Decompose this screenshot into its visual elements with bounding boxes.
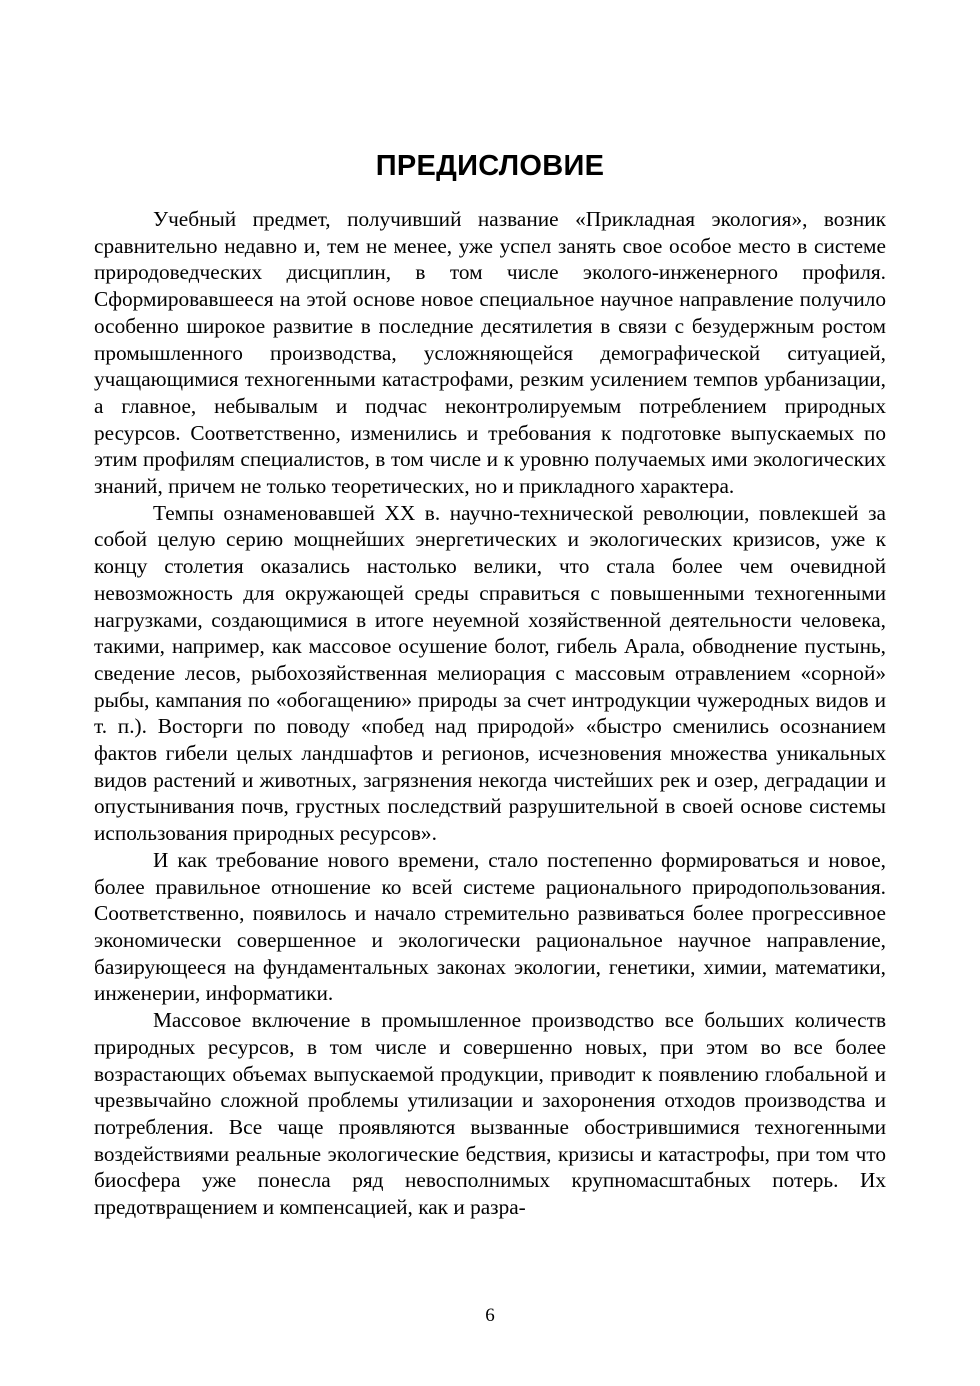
paragraph: Учебный предмет, получивший название «Прикладная экология», возник сравнительно недавно и, тем не менее, уже успел занять свое особое место в системе природоведческих дисциплин, в том числе эколого-инженерного профиля. Сформировавшееся на этой основе новое специальное научное направление получило особенно широкое развитие в последние десятилетия в связи с безудержным ростом промышленного производства, усложняющейся демографической ситуацией, учащающимися техногенными катастрофами, резким усилением темпов урбанизации, а главное, небывалым и подчас неконтролируемым потреблением природных ресурсов. Соответственно, изменились и требования к подготовке выпускаемых по этим профилям специалистов, в том числе и к уровню получаемых ими экологических знаний, причем не только теоретических, но и прикладного характера.	[94, 207, 886, 499]
page-title: ПРЕДИСЛОВИЕ	[375, 150, 605, 182]
paragraph: И как требование нового времени, стало постепенно формироваться и новое, более правильное отношение ко всей системе рационального природопользования. Соответственно, появилось и начало стремительно развиваться более прогрессивное экономически совершенное и экологически рациональное научное направление, базирующееся на фундаментальных законах экологии, генетики, химии, математики, инженерии, информатики.	[94, 847, 886, 1006]
page-number: 6	[485, 1305, 495, 1326]
paragraph: Массовое включение в промышленное производство все больших количеств природных ресурсов, в том числе и совершенно новых, при этом во все более возрастающих объемах выпускаемой продукции, приводит к появлению глобальной и чрезвычайно сложной проблемы утилизации и захоронения отходов производства и потребления. Все чаще проявляются вызванные обострившимися техногенными воздействиями реальные экологические бедствия, кризисы и катастрофы, при том что биосфера уже понесла ряд невосполнимых крупномасштабных потерь. Их предотвращением и компенсацией, как и разра-	[94, 1008, 886, 1220]
paragraph: Темпы ознаменовавшей XX в. научно-технической революции, повлекшей за собой целую серию мощнейших энергетических и экологических кризисов, уже к концу столетия оказались настолько велики, что стала более чем очевидной невозможность для окружающей среды справиться с повышенными техногенными нагрузками, создающимися в итоге неуемной хозяйственной деятельности человека, такими, например, как массовое осушение болот, гибель Арала, обводнение пустынь, сведение лесов, рыбохозяйственная мелиорация с массовым отравлением «сорной» рыбы, кампания по «обогащению» природы за счет интродукции чужеродных видов и т. п.). Восторги по поводу «побед над природой» «быстро сменились осознанием фактов гибели целых ландшафтов и регионов, исчезновения множества уникальных видов растений и животных, загрязнения некогда чистейших рек и озер, деградации и опустынивания почв, грустных последствий разрушительной в своей основе системы использования природных ресурсов».	[94, 500, 886, 846]
body-text	[94, 206, 886, 1221]
